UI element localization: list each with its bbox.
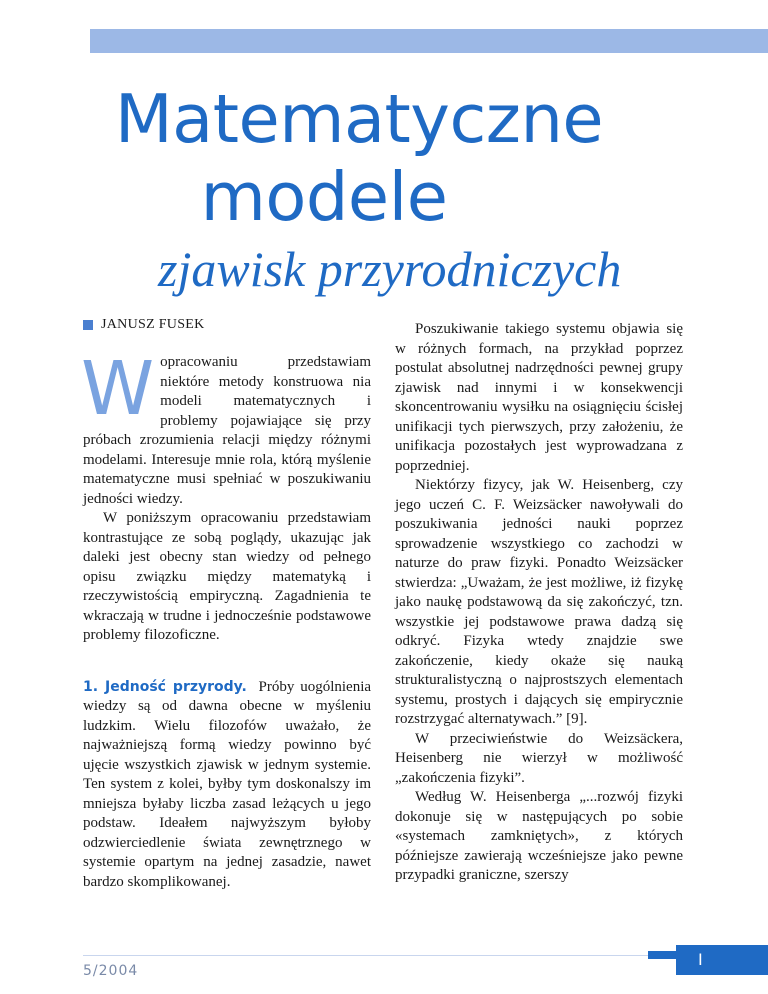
drop-cap: W [81, 346, 155, 432]
right-paragraph-1: Poszukiwanie takiego systemu objawia się w różnych formach, na przykład poprzez postulat absolutnej nadrzędności pewnej grupy zjawisk nad innymi i w konsekwencji skoncentrowaniu wysiłku na osiągnięciu ścisłej unifikacji tych pierwszych, przy założeniu, że unifikacja pozostałych jest wyprowadzana z poprzedniej. [395, 321, 683, 474]
author-name: JANUSZ FUSEK [101, 317, 205, 333]
paragraph-2: W poniższym opracowaniu przedstawiam kontrastujące ze sobą poglądy, ukazując jak daleki jest obecny stan wiedzy od pełnego opisu związku między matematyką i rzeczywistością empiryczną. Zagadnienia te wkraczają w trudne i jednocześnie podstawowe problemy filozoficzne. [83, 510, 371, 643]
author-byline [83, 316, 371, 334]
article-title [0, 80, 768, 236]
intro-text: opracowaniu przedstawiam niektóre metody konstruowa nia modeli matematycznych i problemy pojawiające się przy próbach zrozumienia relacji między różnymi modelami. Interesuje mnie rola, którą myślenie matematyczne musi spełniać w poszukiwaniu jedności wiedzy. [83, 354, 371, 507]
issue-number: 5/2004 [83, 963, 139, 979]
section-1-paragraph [83, 678, 371, 893]
right-column [395, 320, 683, 886]
title-line-2: modele [200, 158, 448, 236]
right-paragraph-4: Według W. Heisenberga „...rozwój fizyki dokonuje się w następujących po sobie «systemach zamkniętych», z których późniejsze zawierają wcześniejsze jako pewne przypadki graniczne, szerszy [395, 789, 683, 883]
section-text: Próby uogólnienia wiedzy są od dawna obecne w myśleniu ludzkim. Wielu filozofów uważało, że najważniejszą formą wiedzy powinno być ujęcie wszystkich zjawisk w jednym systemie. Ten system z kolei, byłby tym doskonalszy im mniejsza byłaby liczba zasad leżących u jego podstaw. Ideałem najwyższym byłoby odzwierciedlenie świata zewnętrznego w systemie opartym na jednej zasadzie, nawet bardzo skomplikowanej. [83, 678, 372, 890]
title-line-1: Matematyczne [114, 80, 604, 158]
article-subtitle: zjawisk przyrodniczych [158, 241, 622, 297]
right-paragraph-3: W przeciwieństwie do Weizsäckera, Heisenberg nie wierzył w możliwość „zakończenia fizyki”. [395, 730, 683, 786]
right-paragraph-2: Niektórzy fizycy, jak W. Heisenberg, czy jego uczeń C. F. Weizsäcker nawoływali do poszukiwania jedności nauki poprzez sprowadzenie wszystkiego co zachodzi w naturze do praw fizyki. Ponadto Weizsäcker stwierdza: „Uważam, że jest możliwe, iż fizykę jako naukę podstawową da się zakończyć, tzn. wszystkie jej podstawowe prawa dadzą się odkryć. Fizyka wtedy znajdzie swe zakończenie, kiedy okaże się nauką strukturalistyczną o najprostszych elementach systemu, prostych i dających się empirycznie rozstrzygać alternatywach.” [9]. [395, 477, 683, 727]
page-number: I [676, 945, 768, 975]
square-bullet-icon [83, 320, 93, 330]
header-color-bar [90, 29, 768, 53]
left-column [83, 316, 371, 892]
intro-paragraph [81, 346, 371, 509]
section-heading: 1. Jedność przyrody. [83, 678, 247, 695]
footer-tab-accent [648, 951, 676, 959]
